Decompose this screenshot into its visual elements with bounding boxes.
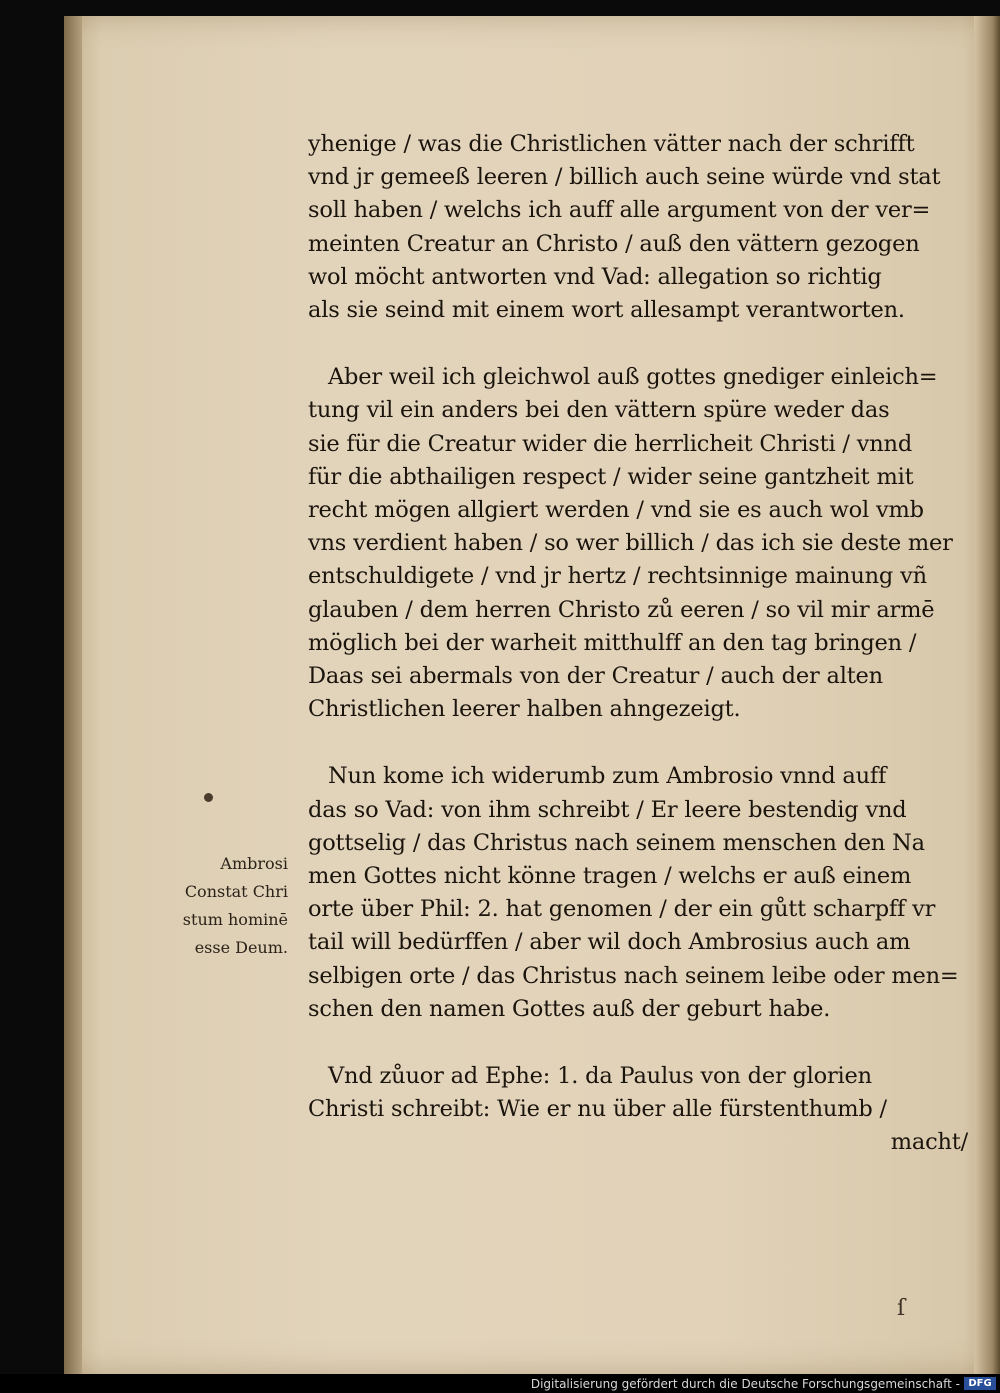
text-line: soll haben / welchs ich auff alle argument von der ver= xyxy=(308,197,931,224)
text-line: als sie seind mit einem wort allesampt verantworten. xyxy=(308,297,905,324)
main-text-block xyxy=(308,128,968,1194)
marginal-note xyxy=(176,850,288,962)
text-line: yhenige / was die Christlichen vätter nach der schrifft xyxy=(308,131,915,157)
marginal-note-line: Constat Chri xyxy=(184,882,288,901)
marginal-note-line: stum hominē xyxy=(182,910,288,929)
signature-mark: ſ xyxy=(897,1296,906,1321)
text-line: tung vil ein anders bei den vättern spüre weder das xyxy=(308,397,890,424)
text-line: wol möcht antworten vnd Vad: allegation so richtig xyxy=(308,263,882,290)
text-line: vns verdient haben / so wer billich / das ich sie deste mer xyxy=(308,530,953,557)
text-line: selbigen orte / das Christus nach seinem leibe oder men= xyxy=(308,962,959,989)
text-line: sie für die Creatur wider die herrlicheit Christi / vnnd xyxy=(308,430,913,457)
marginal-note-line: Ambrosi xyxy=(220,854,288,873)
margin-mark-icon xyxy=(204,793,213,802)
footer-bar xyxy=(0,1374,1000,1393)
text-line: tail will bedürffen / aber wil doch Ambrosius auch am xyxy=(308,929,911,956)
paragraph-2 xyxy=(308,361,968,726)
text-line: recht mögen allgiert werden / vnd sie es auch wol vmb xyxy=(308,497,924,524)
page-fore-edge xyxy=(974,16,1000,1374)
text-line: vnd jr gemeeß leeren / billich auch seine würde vnd stat xyxy=(308,164,941,191)
text-line: möglich bei der warheit mitthulff an den tag bringen / xyxy=(308,629,917,656)
marginal-note-line: esse Deum. xyxy=(194,938,288,957)
paragraph-3 xyxy=(308,760,968,1026)
dfg-logo: DFG xyxy=(964,1377,996,1390)
text-line: Christi schreibt: Wie er nu über alle fürstenthumb / xyxy=(308,1096,887,1123)
text-line: Nun kome ich widerumb zum Ambrosio vnnd auff xyxy=(328,763,887,790)
text-line: meinten Creatur an Christo / auß den vättern gezogen xyxy=(308,230,920,257)
text-line: orte über Phil: 2. hat genomen / der ein gůtt scharpff vr xyxy=(308,896,936,923)
text-line: Vnd zůuor ad Ephe: 1. da Paulus von der glorien xyxy=(328,1063,872,1090)
text-line: das so Vad: von ihm schreibt / Er leere bestendig vnd xyxy=(308,796,907,823)
funding-credit: Digitalisierung gefördert durch die Deutsche Forschungsgemeinschaft - xyxy=(530,1377,960,1391)
paragraph-1 xyxy=(308,128,968,327)
text-line: Daas sei abermals von der Creatur / auch der alten xyxy=(308,663,883,690)
text-line: Christlichen leerer halben ahngezeigt. xyxy=(308,696,741,723)
text-line: Aber weil ich gleichwol auß gottes gnediger einleich= xyxy=(328,364,938,391)
text-line: für die abthailigen respect / wider seine gantzheit mit xyxy=(308,463,914,490)
text-line: schen den namen Gottes auß der geburt habe. xyxy=(308,995,831,1022)
text-line: men Gottes nicht könne tragen / welchs er auß einem xyxy=(308,863,912,890)
catchword: macht/ xyxy=(890,1129,968,1156)
paragraph-4 xyxy=(308,1060,968,1160)
text-line: glauben / dem herren Christo zů eeren / so vil mir armē xyxy=(308,596,935,623)
page-gutter xyxy=(64,16,82,1374)
text-line: entschuldigete / vnd jr hertz / rechtsinnige mainung vñ xyxy=(308,563,927,590)
text-line: gottselig / das Christus nach seinem menschen den Na xyxy=(308,829,925,856)
